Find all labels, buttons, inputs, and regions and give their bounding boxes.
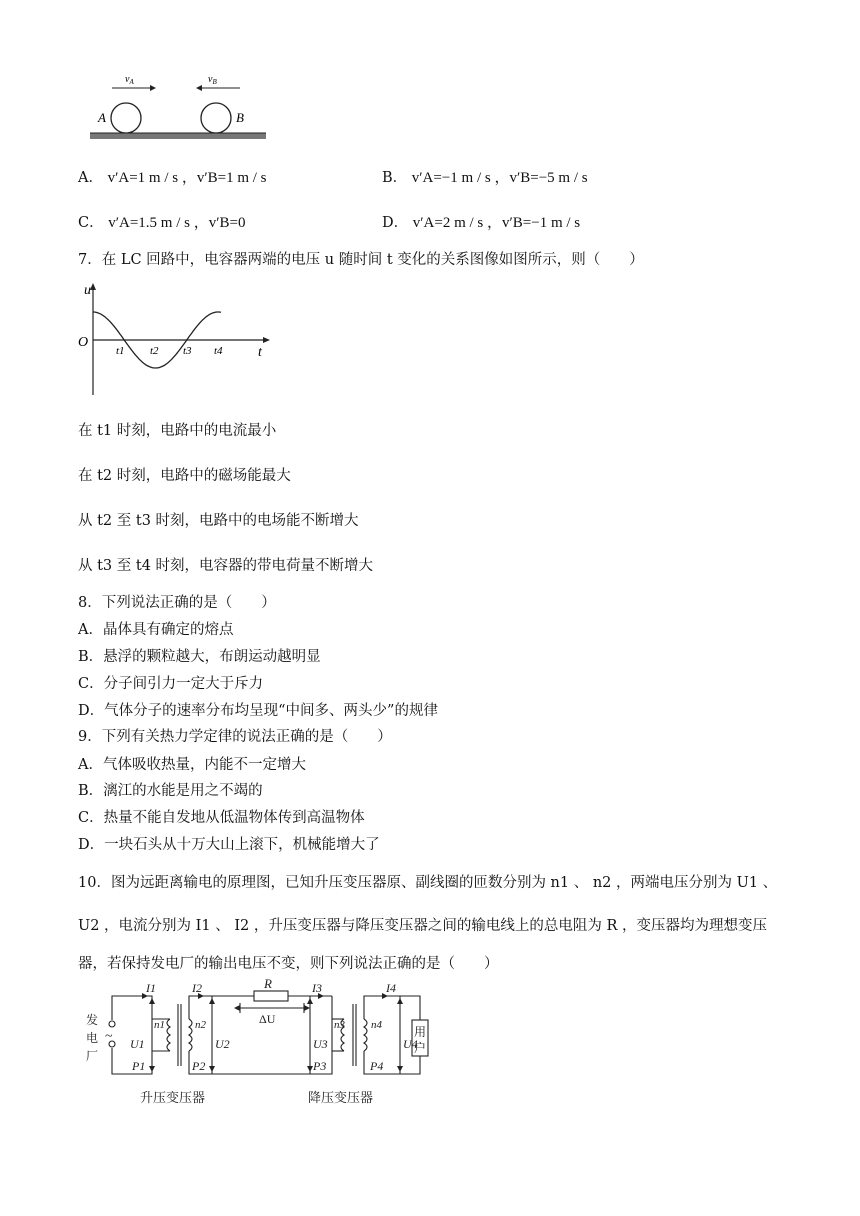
collision-figure	[90, 68, 270, 148]
label-delta-u: ΔU	[259, 1012, 276, 1026]
label-n3: n3	[334, 1019, 345, 1031]
q6-option-d-text: v′A=2 m / s ，v′B=−1 m / s	[412, 215, 581, 231]
q10-stem-line1: 10．图为远距离输电的原理图，已知升压变压器原、副线圈的匝数分别为 n1 、 n2 ，两端电压分别为 U1 、	[78, 875, 778, 891]
tick-t2: t2	[150, 345, 159, 357]
label-i1: I1	[146, 981, 156, 995]
plant-char-2: 电	[86, 1031, 99, 1045]
label-u1: U1	[130, 1037, 145, 1051]
va-label: $v_A$	[125, 74, 134, 86]
plant-char-3: 厂	[86, 1049, 99, 1063]
q8-option-b[interactable]: B．悬浮的颗粒越大，布朗运动越明显	[78, 649, 321, 665]
x-axis-label: t	[258, 345, 262, 360]
label-i2: I2	[192, 981, 202, 995]
label-u4: U4	[403, 1037, 418, 1051]
q9-option-a[interactable]: A．气体吸收热量，内能不一定增大	[78, 757, 306, 773]
q8-option-c[interactable]: C．分子间引力一定大于斥力	[78, 676, 264, 692]
tick-t3: t3	[183, 345, 192, 357]
tick-t1: t1	[116, 345, 125, 357]
label-p1: P1	[132, 1059, 146, 1073]
q9-option-b[interactable]: B．漓江的水能是用之不竭的	[78, 783, 263, 799]
y-axis-label: u	[84, 283, 91, 298]
q8-stem: 8．下列说法正确的是（ ）	[78, 595, 276, 611]
q6-option-d[interactable]: D． v′A=2 m / s ，v′B=−1 m / s	[382, 215, 581, 231]
plant-char-1: 发	[86, 1013, 99, 1027]
origin-label: O	[78, 335, 89, 350]
q6-option-a-text: v′A=1 m / s ，v′B=1 m / s	[107, 170, 267, 186]
step-up-label: 升压变压器	[140, 1090, 206, 1105]
q7-stem: 7．在 LC 回路中，电容器两端的电压 u 随时间 t 变化的关系图像如图所示，则（ ）	[78, 252, 644, 268]
tick-t4: t4	[214, 345, 223, 357]
q9-stem: 9．下列有关热力学定律的说法正确的是（ ）	[78, 729, 392, 745]
q7-option-b[interactable]: 在 t2 时刻，电路中的磁场能最大	[78, 468, 291, 484]
q6-option-c[interactable]: C． v′A=1.5 m / s ，v′B=0	[78, 215, 246, 231]
user-char-2: 户	[414, 1041, 427, 1055]
step-down-label: 降压变压器	[308, 1090, 374, 1105]
u-t-graph	[76, 280, 276, 398]
label-p3: P3	[313, 1059, 327, 1073]
q6-option-b-text: v′A=−1 m / s ，v′B=−5 m / s	[411, 170, 588, 186]
q8-option-a[interactable]: A．晶体具有确定的熔点	[78, 622, 234, 638]
label-u3: U3	[313, 1037, 328, 1051]
ball-a-label: A	[98, 110, 106, 125]
q10-stem-line2: U2 ，电流分别为 I1 、 I2 ，升压变压器与降压变压器之间的输电线上的总电阻为 R ，变压器均为理想变压	[78, 918, 768, 934]
q6-option-c-text: v′A=1.5 m / s ，v′B=0	[108, 215, 246, 231]
label-p2: P2	[192, 1059, 206, 1073]
coil-n1	[167, 1019, 170, 1051]
q6-option-a[interactable]: A． v′A=1 m / s ，v′B=1 m / s	[78, 170, 267, 186]
label-r: R	[264, 976, 272, 991]
q9-option-c[interactable]: C．热量不能自发地从低温物体传到高温物体	[78, 810, 365, 826]
label-i3: I3	[312, 981, 322, 995]
label-u2: U2	[215, 1037, 230, 1051]
ground	[90, 133, 266, 139]
ball-a	[111, 103, 141, 133]
vb-label: $v_B$	[208, 74, 217, 86]
ball-b	[201, 103, 231, 133]
ball-b-label: B	[236, 110, 244, 125]
label-n1: n1	[154, 1019, 165, 1031]
coil-n2	[189, 1019, 192, 1051]
q9-option-d[interactable]: D．一块石头从十万大山上滚下，机械能增大了	[78, 837, 380, 853]
coil-n4	[364, 1019, 367, 1051]
label-p4: P4	[370, 1059, 384, 1073]
q8-option-d[interactable]: D．气体分子的速率分布均呈现“中间多、两头少”的规律	[78, 703, 438, 719]
resistor-r	[254, 991, 288, 1001]
label-n2: n2	[195, 1019, 206, 1031]
q6-option-b[interactable]: B． v′A=−1 m / s ，v′B=−5 m / s	[382, 170, 588, 186]
ac-symbol: ~	[105, 1029, 113, 1044]
q7-option-a[interactable]: 在 t1 时刻，电路中的电流最小	[78, 423, 277, 439]
q10-stem-line3: 器，若保持发电厂的输出电压不变，则下列说法正确的是（ ）	[78, 956, 499, 972]
user-char-1: 用	[414, 1025, 427, 1039]
q7-option-c[interactable]: 从 t2 至 t3 时刻，电路中的电场能不断增大	[78, 513, 359, 529]
label-n4: n4	[371, 1019, 382, 1031]
power-transmission-diagram	[82, 976, 438, 1110]
label-i4: I4	[386, 981, 396, 995]
q7-option-d[interactable]: 从 t3 至 t4 时刻，电容器的带电荷量不断增大	[78, 558, 374, 574]
